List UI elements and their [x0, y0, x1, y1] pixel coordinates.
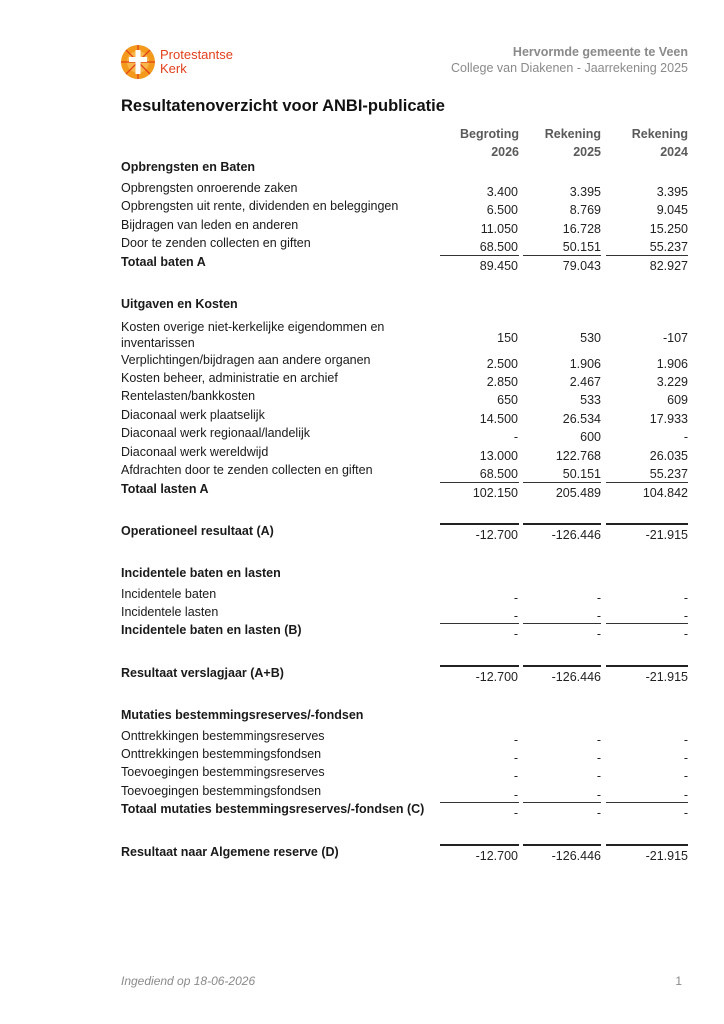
row-label: Incidentele baten [121, 587, 217, 601]
row-label: Bijdragen van leden en anderen [121, 218, 299, 232]
value-begroting-2026: 11.050 [480, 222, 518, 236]
value-begroting-2026: -12.700 [475, 528, 518, 542]
page-title: Resultatenoverzicht voor ANBI-publicatie [121, 97, 445, 115]
value-begroting-2026: 650 [497, 393, 518, 407]
value-begroting-2026: - [513, 609, 518, 623]
total-row [121, 802, 688, 820]
result-row [121, 524, 688, 542]
value-begroting-2026: - [513, 769, 518, 783]
sun-cross-icon [120, 44, 156, 80]
value-rekening-2024: -21.915 [645, 528, 688, 542]
value-rekening-2024: 15.250 [649, 222, 688, 236]
value-begroting-2026: - [513, 430, 518, 444]
value-rekening-2024: 55.237 [649, 467, 688, 481]
row-label: Door te zenden collecten en giften [121, 236, 311, 250]
column-header-label: Rekening [631, 127, 688, 141]
value-rekening-2024: 3.229 [656, 375, 688, 389]
row-label: Afdrachten door te zenden collecten en giften [121, 463, 373, 477]
value-begroting-2026: 89.450 [479, 259, 518, 273]
value-rekening-2025: - [596, 751, 601, 765]
value-begroting-2026: 68.500 [479, 467, 518, 481]
value-rekening-2024: - [683, 751, 688, 765]
section-heading: Mutaties bestemmingsreserves/-fondsen [121, 708, 364, 722]
row-label: Resultaat naar Algemene reserve (D) [121, 845, 339, 859]
value-rekening-2024: -107 [662, 331, 688, 345]
column-header-label: Rekening [544, 127, 601, 141]
table-row [121, 236, 688, 254]
row-label: Totaal lasten A [121, 482, 209, 496]
table-row [121, 353, 688, 371]
value-rekening-2025: 1.906 [569, 357, 601, 371]
value-rekening-2024: - [683, 627, 688, 641]
value-rekening-2024: 9.045 [656, 203, 688, 217]
table-row [121, 199, 688, 217]
org-name: Hervormde gemeente te Veen [512, 45, 688, 59]
row-label: Diaconaal werk wereldwijd [121, 445, 269, 459]
row-label: Opbrengsten onroerende zaken [121, 181, 298, 195]
table-row [121, 371, 688, 389]
value-begroting-2026: - [513, 788, 518, 802]
document-header [451, 44, 688, 76]
row-label: Verplichtingen/bijdragen aan andere organen [121, 353, 371, 367]
result-row [121, 845, 688, 863]
value-begroting-2026: 68.500 [479, 240, 518, 254]
column-header-rekening-2024 [606, 125, 688, 161]
value-begroting-2026: 2.850 [486, 375, 518, 389]
value-rekening-2025: - [596, 769, 601, 783]
value-begroting-2026: 2.500 [486, 357, 518, 371]
value-rekening-2024: - [683, 591, 688, 605]
row-label [121, 319, 384, 351]
column-header-begroting-2026 [440, 125, 519, 161]
row-label: Opbrengsten uit rente, dividenden en beleggingen [121, 199, 399, 213]
value-rekening-2025: 26.534 [562, 412, 601, 426]
value-rekening-2024: - [683, 806, 688, 820]
value-rekening-2025: 533 [580, 393, 601, 407]
row-label: Onttrekkingen bestemmingsfondsen [121, 747, 322, 761]
table-row [121, 605, 688, 623]
value-rekening-2025: - [596, 627, 601, 641]
table-row [121, 445, 688, 463]
value-rekening-2025: - [596, 733, 601, 747]
value-rekening-2024: -21.915 [645, 849, 688, 863]
column-header-year: 2025 [573, 145, 601, 159]
total-row [121, 623, 688, 641]
value-rekening-2025: 122.768 [555, 449, 601, 463]
submission-date: Ingediend op 18-06-2026 [121, 974, 256, 988]
value-begroting-2026: - [513, 627, 518, 641]
value-begroting-2026: - [513, 733, 518, 747]
value-begroting-2026: 150 [497, 331, 518, 345]
value-rekening-2024: 3.395 [656, 185, 688, 199]
value-rekening-2025: - [596, 788, 601, 802]
table-row [121, 218, 688, 236]
row-label: Rentelasten/bankkosten [121, 389, 256, 403]
table-row [121, 587, 688, 605]
value-rekening-2025: - [596, 591, 601, 605]
row-label: Diaconaal werk regionaal/landelijk [121, 426, 310, 440]
value-rekening-2025: 8.769 [569, 203, 601, 217]
row-label: Operationeel resultaat (A) [121, 524, 274, 538]
value-rekening-2025: - [596, 609, 601, 623]
row-label: Toevoegingen bestemmingsreserves [121, 765, 325, 779]
total-row [121, 482, 688, 500]
total-row [121, 255, 688, 273]
value-rekening-2024: 609 [667, 393, 688, 407]
table-row [121, 181, 688, 199]
value-rekening-2025: 530 [580, 331, 601, 345]
table-row [121, 765, 688, 783]
row-label: Resultaat verslagjaar (A+B) [121, 666, 284, 680]
value-rekening-2024: 17.933 [649, 412, 688, 426]
column-header-label: Begroting [459, 127, 519, 141]
value-begroting-2026: - [513, 591, 518, 605]
value-rekening-2025: 50.151 [562, 240, 601, 254]
section-heading: Opbrengsten en Baten [121, 160, 256, 174]
value-begroting-2026: 6.500 [486, 203, 518, 217]
row-label: Diaconaal werk plaatselijk [121, 408, 265, 422]
value-begroting-2026: 102.150 [472, 486, 518, 500]
value-rekening-2025: 16.728 [562, 222, 601, 236]
value-rekening-2024: 82.927 [649, 259, 688, 273]
value-begroting-2026: 3.400 [486, 185, 518, 199]
value-rekening-2025: 79.043 [562, 259, 601, 273]
value-begroting-2026: 14.500 [479, 412, 518, 426]
value-rekening-2025: 2.467 [569, 375, 601, 389]
column-header-rekening-2025 [523, 125, 601, 161]
value-rekening-2025: -126.446 [551, 528, 601, 542]
table-row [121, 729, 688, 747]
table-row [121, 408, 688, 426]
value-rekening-2025: 3.395 [569, 185, 601, 199]
row-label: Toevoegingen bestemmingsfondsen [121, 784, 322, 798]
section-heading: Uitgaven en Kosten [121, 297, 238, 311]
row-label-line2: inventarissen [121, 336, 195, 350]
value-rekening-2024: 26.035 [649, 449, 688, 463]
row-label: Kosten beheer, administratie en archief [121, 371, 338, 385]
value-rekening-2025: 50.151 [562, 467, 601, 481]
value-rekening-2025: 205.489 [555, 486, 601, 500]
value-rekening-2024: - [683, 609, 688, 623]
value-begroting-2026: -12.700 [475, 849, 518, 863]
column-header-year: 2024 [660, 145, 688, 159]
value-rekening-2024: - [683, 733, 688, 747]
row-label-line1: Kosten overige niet-kerkelijke eigendommen en [121, 320, 385, 334]
row-label: Incidentele baten en lasten (B) [121, 623, 302, 637]
value-rekening-2025: - [596, 806, 601, 820]
logo-line2: Kerk [160, 61, 187, 76]
table-row [121, 389, 688, 407]
section-heading: Incidentele baten en lasten [121, 566, 281, 580]
value-rekening-2025: -126.446 [551, 849, 601, 863]
value-begroting-2026: - [513, 806, 518, 820]
page-number: 1 [675, 974, 682, 988]
value-begroting-2026: - [513, 751, 518, 765]
protestantse-kerk-logo [120, 43, 233, 81]
value-rekening-2024: 55.237 [649, 240, 688, 254]
result-row [121, 666, 688, 684]
value-rekening-2024: - [683, 788, 688, 802]
value-begroting-2026: -12.700 [475, 670, 518, 684]
value-begroting-2026: 13.000 [479, 449, 518, 463]
column-header-year: 2026 [491, 145, 519, 159]
row-label: Onttrekkingen bestemmingsreserves [121, 729, 325, 743]
row-label: Totaal mutaties bestemmingsreserves/-fondsen (C) [121, 802, 425, 816]
document-subtitle: College van Diakenen - Jaarrekening 2025 [451, 61, 688, 75]
table-row [121, 784, 688, 802]
table-row [121, 319, 688, 353]
table-row [121, 747, 688, 765]
table-row [121, 426, 688, 444]
logo-line1: Protestantse [160, 47, 233, 62]
table-row [121, 463, 688, 481]
value-rekening-2025: 600 [580, 430, 601, 444]
value-rekening-2024: - [683, 769, 688, 783]
row-label: Incidentele lasten [121, 605, 219, 619]
value-rekening-2024: 1.906 [656, 357, 688, 371]
value-rekening-2024: 104.842 [642, 486, 688, 500]
value-rekening-2024: - [683, 430, 688, 444]
row-label: Totaal baten A [121, 255, 206, 269]
value-rekening-2024: -21.915 [645, 670, 688, 684]
value-rekening-2025: -126.446 [551, 670, 601, 684]
